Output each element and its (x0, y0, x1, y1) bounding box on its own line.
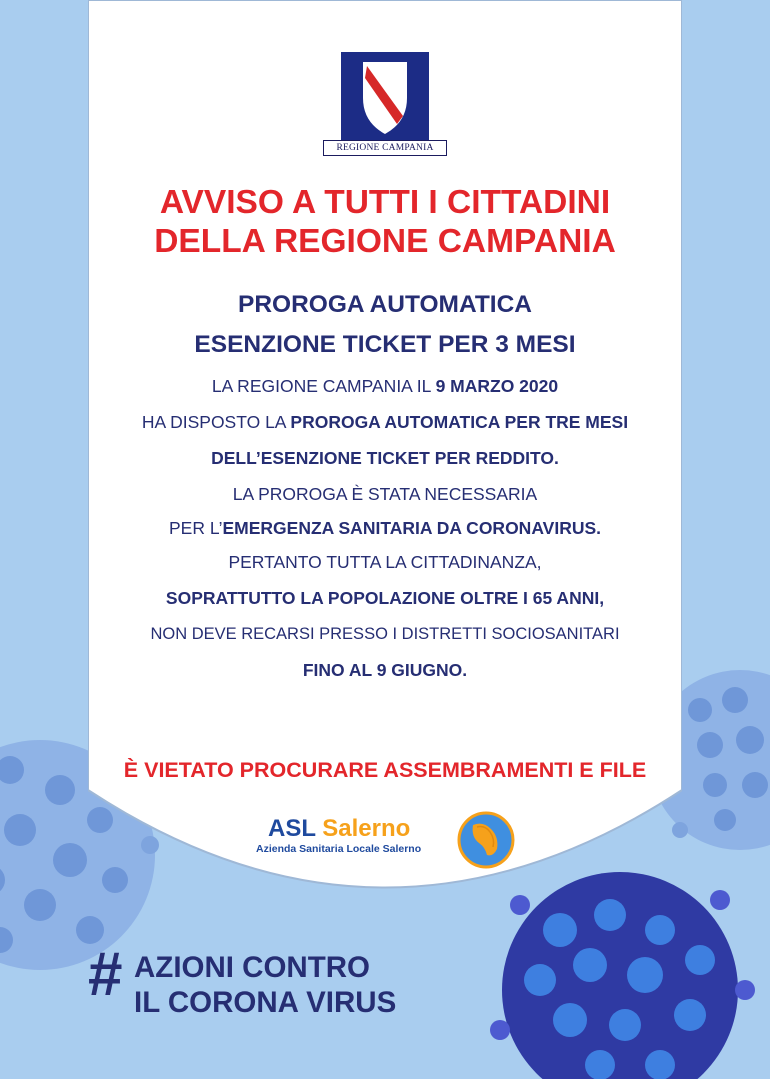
asl-subtitle: Azienda Sanitaria Locale Salerno (256, 843, 422, 855)
body-line-2-text: HA DISPOSTO LA (141, 412, 291, 432)
hashtag-text (134, 950, 396, 1020)
body-line-1 (88, 376, 682, 396)
body-line-1-text: LA REGIONE CAMPANIA IL (211, 376, 436, 396)
hashtag-line-2: IL CORONA VIRUS (134, 986, 397, 1019)
hashtag-symbol: # (88, 940, 123, 1009)
asl-label: ASL (268, 815, 323, 842)
hashtag-line-1: AZIONI CONTRO (134, 951, 370, 984)
body-line-5-bold: EMERGENZA SANITARIA DA CORONAVIRUS. (222, 518, 602, 538)
body-line-3: DELL’ESENZIONE TICKET PER REDDITO. (211, 448, 559, 468)
title-line-1: AVVISO A TUTTI I CITTADINI (159, 184, 611, 221)
asl-globe-icon (457, 811, 515, 869)
body-line-8: NON DEVE RECARSI PRESSO I DISTRETTI SOCIOSANITARI (150, 625, 620, 643)
regione-campania-caption: REGIONE CAMPANIA (323, 140, 447, 156)
body-line-1-date: 9 MARZO 2020 (435, 376, 559, 396)
body-line-5-text: PER L’ (168, 518, 223, 538)
title-line-2: DELLA REGIONE CAMPANIA (154, 223, 616, 260)
warning-text: È VIETATO PROCURARE ASSEMBRAMENTI E FILE (123, 758, 647, 782)
body-line-9: FINO AL 9 GIUGNO. (302, 660, 468, 680)
body-line-6: PERTANTO TUTTA LA CITTADINANZA, (228, 552, 542, 572)
body-line-4: LA PROROGA È STATA NECESSARIA (232, 484, 538, 504)
asl-salerno-name (268, 815, 410, 843)
body-line-5 (88, 518, 682, 538)
body-line-7: SOPRATTUTTO LA POPOLAZIONE OLTRE I 65 ANNI, (165, 588, 605, 608)
subtitle-line-1: PROROGA AUTOMATICA (238, 291, 532, 318)
body-line-2-bold: PROROGA AUTOMATICA PER TRE MESI (290, 412, 629, 432)
subtitle-line-2: ESENZIONE TICKET PER 3 MESI (194, 331, 576, 358)
body-line-2 (88, 412, 682, 432)
salerno-label: Salerno (322, 815, 411, 842)
